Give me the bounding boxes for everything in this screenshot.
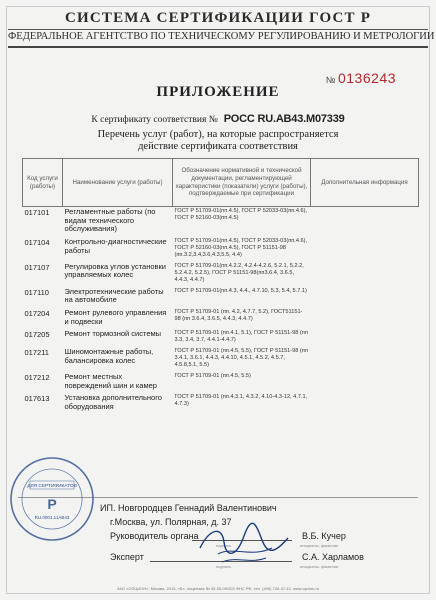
certification-seal-icon xyxy=(8,455,96,543)
subtitle-line-2: действие сертификата соответствия xyxy=(138,141,298,152)
services-table xyxy=(22,158,419,415)
org-caption-name: инициалы, фамилия xyxy=(300,543,339,548)
org-head-name: В.Б. Кучер xyxy=(302,531,346,541)
row-docs: ГОСТ Р 51709-01(пп.4.2.2, 4.2.4-4.2.6, 5.2.1, 5.2.2, 5.2.4.2, 5.2.5), ГОСТ Р 51151-98(пп3.6.4, 3.6.5, 4.4.3, 4.4.7) xyxy=(174,262,304,283)
table-row xyxy=(23,207,419,237)
holder-address: г.Москва, ул. Полярная, д. 37 xyxy=(110,517,232,527)
serial-prefix: № xyxy=(325,75,336,85)
row-docs: ГОСТ Р 51709-01 (пп.4.5, 5.5) xyxy=(174,373,251,380)
row-docs: ГОСТ Р 51709-01(пп.4.3, 4.4., 4.7.10, 5.3, 5.4, 5.7.1) xyxy=(174,287,307,294)
row-extra xyxy=(311,393,419,414)
header-name: Наименование услуги (работы) xyxy=(63,159,173,207)
expert-caption-name: инициалы, фамилия xyxy=(300,564,339,569)
row-name: Регламентные работы (по видам технического обслуживания) xyxy=(64,207,156,234)
row-extra xyxy=(311,308,419,329)
header-docs: Обозначение нормативной и технической документации, регламентирующей характеристики (показатели) услуги (работы), подтверждаемые при сертификации xyxy=(173,159,311,207)
row-code: 017104 xyxy=(24,237,50,247)
row-code: 017205 xyxy=(24,330,50,340)
row-docs: ГОСТ Р 51709-01 (пп.4.1, 5.1), ГОСТ Р 51151-98 (пп 3.3, 3.4, 3.7, 4.4.1-4.4.7) xyxy=(174,330,308,344)
expert-caption-sign: подпись xyxy=(216,564,232,569)
row-name: Ремонт рулевого управления и подвески xyxy=(64,308,167,326)
row-extra xyxy=(311,262,419,287)
header-extra: Дополнительная информация xyxy=(311,159,419,207)
table-row xyxy=(23,329,419,347)
row-name: Ремонт тормозной системы xyxy=(64,329,162,339)
row-code: 017204 xyxy=(24,309,50,319)
org-caption-sign: подпись xyxy=(216,543,232,548)
print-note: ЗАО «ОПЦИОН», Москва, 2015, «Б», лицензия № 05-05-09/003 ФНС РФ, тел. (495) 726-47-42, www.opcion.ru xyxy=(116,586,320,591)
handwritten-signature-icon xyxy=(192,518,302,568)
seal-code: RU.0001.11АВ43 xyxy=(34,515,70,520)
header-rule-top xyxy=(8,29,428,30)
certificate-line xyxy=(0,113,436,125)
row-extra xyxy=(311,347,419,372)
cert-number: РОСС RU.АВ43.М07339 xyxy=(223,113,345,125)
row-docs: ГОСТ Р 51709-01(пп.4.5), ГОСТ Р 52033-03(пп.4.6), ГОСТ Р 52160-03(пп.4.5), ГОСТ Р 51151-98 (пп.3.2,3.4,3.6,4.3,5.5, 4.4) xyxy=(174,237,308,258)
document-title: ПРИЛОЖЕНИЕ xyxy=(156,84,280,100)
table-row xyxy=(23,287,419,308)
table-row xyxy=(23,262,419,287)
agency-title: ФЕДЕРАЛЬНОЕ АГЕНТСТВО ПО ТЕХНИЧЕСКОМУ РЕГУЛИРОВАНИЮ И МЕТРОЛОГИИ xyxy=(8,31,435,42)
svg-text:P: P xyxy=(47,496,57,512)
row-code: 017101 xyxy=(24,208,50,217)
row-docs: ГОСТ Р 51709-01 (пп. 4.2, 4.7.7, 5.2), ГОСТ51151-98 (пп 3.6.4, 3.6.5, 4.4.3, 4.4.7) xyxy=(174,309,303,323)
seal-caption: ДЛЯ СЕРТИФИКАТОВ xyxy=(27,484,77,489)
system-title: СИСТЕМА СЕРТИФИКАЦИИ ГОСТ Р xyxy=(64,10,372,26)
row-docs: ГОСТ Р 51709-01(пп.4.5), ГОСТ Р 52033-03(пп.4.6), ГОСТ Р 52160-03(пп.4.5) xyxy=(174,208,308,221)
table-row xyxy=(23,393,419,414)
holder-name: ИП. Новгородцев Геннадий Валентинович xyxy=(100,503,277,513)
expert-name: С.А. Харламов xyxy=(302,552,364,562)
row-name: Контрольно-диагностические работы xyxy=(64,236,167,255)
row-code: 017211 xyxy=(24,348,49,358)
table-row xyxy=(23,308,419,329)
row-code: 017212 xyxy=(24,373,50,383)
row-name: Ремонт местных повреждений шин и камер xyxy=(64,372,157,390)
row-extra xyxy=(311,207,419,237)
header-code: Код услуги (работы) xyxy=(23,159,63,207)
row-code: 017107 xyxy=(24,262,50,272)
table-row xyxy=(23,372,419,393)
row-extra xyxy=(311,287,419,308)
subtitle-line-1: Перечень услуг (работ), на которые распространяется xyxy=(97,129,339,140)
expert-label: Эксперт xyxy=(110,552,144,562)
serial-value: 0136243 xyxy=(337,70,396,86)
row-code: 017110 xyxy=(24,287,49,297)
cert-label: К сертификату соответствия № xyxy=(91,115,218,125)
table-row xyxy=(23,347,419,372)
header-rule-bottom xyxy=(8,46,428,48)
org-head-label: Руководитель органа xyxy=(110,531,199,541)
table-row xyxy=(23,237,419,262)
row-name: Электротехнические работы на автомобиле xyxy=(64,286,164,305)
row-name: Установка дополнительного оборудования xyxy=(64,393,162,412)
row-extra xyxy=(311,329,419,347)
row-code: 017613 xyxy=(24,394,50,404)
row-docs: ГОСТ Р 51709-01 (пп.4.5, 5.5), ГОСТ Р 51151-98 (пп 3.4.1, 3.6.1, 4.4.3, 4.4.10, 4.5.1, 4.5.2, 4.5.7, 4.5.8,5.1, 5.5) xyxy=(174,348,308,369)
row-name: Шиномонтажные работы, балансировка колес xyxy=(64,347,154,365)
row-name: Регулировка углов установки управляемых колес xyxy=(64,261,166,280)
row-docs: ГОСТ Р 51709-01 (пп.4.3.1, 4.3.2, 4.10-4.3-12, 4.7.1, 4.7.3) xyxy=(174,394,308,408)
row-extra xyxy=(311,237,419,262)
row-extra xyxy=(311,372,419,393)
